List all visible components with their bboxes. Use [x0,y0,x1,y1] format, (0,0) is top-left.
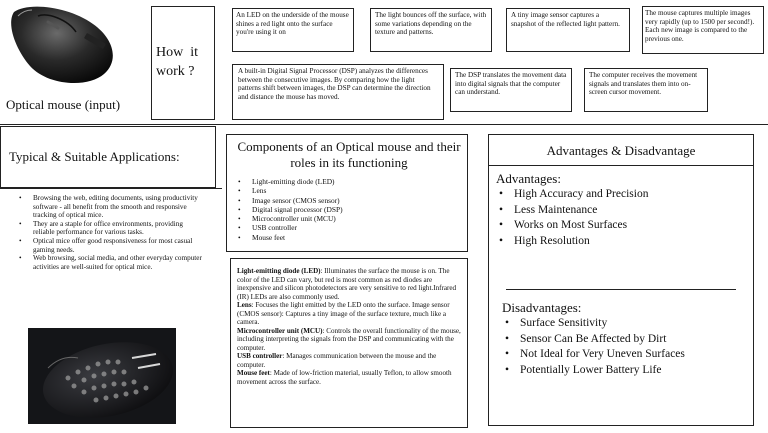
list-item: • Mouse feet [235,233,463,242]
step-dsp-translates: The DSP translates the movement data into digital signals that the computer can understand. [450,68,572,112]
step-computer-receives: The computer receives the movement signals and translates them into on-screen cursor movement. [584,68,708,112]
detail-led: Light-emitting diode (LED): Illuminates the surface the mouse is on. The color of the LED can vary, but red is most common as red diodes are inexpensive and silicon photodetectors are very sensitive to red light.Infrared (IR) LEDs are also commonly used. [237,267,457,301]
step-dsp-analyzes: A built-in Digital Signal Processor (DSP) analyzes the differences between the consecutive images. By comparing how the light patterns shift between images, the DSP can determine the direction and distance the mouse has moved. [232,64,444,120]
list-item: • Lens [235,186,463,195]
how-it-work-box [151,6,215,120]
list-item: • Web browsing, social media, and other everyday computer activities are well-suited for optical mice. [16,254,202,271]
step-light-bounces: The light bounces off the surface, with some variations depending on the texture and patterns. [370,8,492,52]
list-item: • Optical mice offer good responsiveness for most casual gaming needs. [16,237,202,254]
disadvantages-list [502,316,752,378]
optical-mouse-image [8,2,120,88]
components-details-box [230,258,468,428]
list-item: • Image sensor (CMOS sensor) [235,196,463,205]
detail-mcu: Microcontroller unit (MCU): Controls the overall functionality of the mouse, including interpreting the signals from the DSP and communicating with the computer. [237,326,461,352]
applications-list [16,194,202,271]
gaming-mouse-image [28,328,176,424]
advantages-list [496,187,746,249]
list-item: • High Resolution [496,234,746,250]
list-item: • Browsing the web, editing documents, using productivity software - all benefit from the smooth and responsive tracking of optical mice. [16,194,202,220]
list-item: • High Accuracy and Precision [496,187,746,203]
left-panel-bottom-line [0,188,222,189]
list-item: • Sensor Can Be Affected by Dirt [502,332,752,348]
detail-feet: Mouse feet: Made of low-friction material, usually Teflon, to allow smooth movement across the surface. [237,369,452,386]
components-list [235,177,463,242]
list-item: • They are a staple for office environments, providing reliable performance for various tasks. [16,220,202,237]
applications-heading-box [0,126,216,188]
step-sensor-captures: A tiny image sensor captures a snapshot of the reflected light pattern. [506,8,630,52]
adv-disadv-divider [506,289,736,290]
advantages-title: Advantages: [496,171,561,186]
components-heading: Components of an Optical mouse and their roles in its functioning [237,139,461,170]
components-heading-box [226,134,468,252]
detail-usb: USB controller: Manages communication between the mouse and the computer. [237,352,437,369]
disadvantages-title: Disadvantages: [502,300,582,315]
list-item: • Light-emitting diode (LED) [235,177,463,186]
mouse-caption: Optical mouse (input) [6,97,121,112]
top-divider [0,124,768,125]
list-item: • Microcontroller unit (MCU) [235,214,463,223]
step-multiple-images: The mouse captures multiple images very rapidly (up to 1500 per second!). Each new image is compared to the previous one. [642,6,764,54]
how-it-work-title: How it work ? [156,45,202,79]
adv-disadv-heading-box [488,134,754,166]
adv-disadv-heading: Advantages & Disadvantage [546,143,696,158]
detail-lens: Lens: Focuses the light emitted by the LED onto the surface. Image sensor (CMOS sensor): Captures a tiny image of the surface texture, much like a camera. [237,301,450,326]
list-item: • Digital signal processor (DSP) [235,205,463,214]
list-item: • Not Ideal for Very Uneven Surfaces [502,347,752,363]
step-led-shines: An LED on the underside of the mouse shines a red light onto the surface you're using it on [232,8,354,52]
list-item: • USB controller [235,223,463,232]
list-item: • Less Maintenance [496,203,746,219]
list-item: • Surface Sensitivity [502,316,752,332]
list-item: • Works on Most Surfaces [496,218,746,234]
list-item: • Potentially Lower Battery Life [502,363,752,379]
applications-heading: Typical & Suitable Applications: [9,149,180,164]
